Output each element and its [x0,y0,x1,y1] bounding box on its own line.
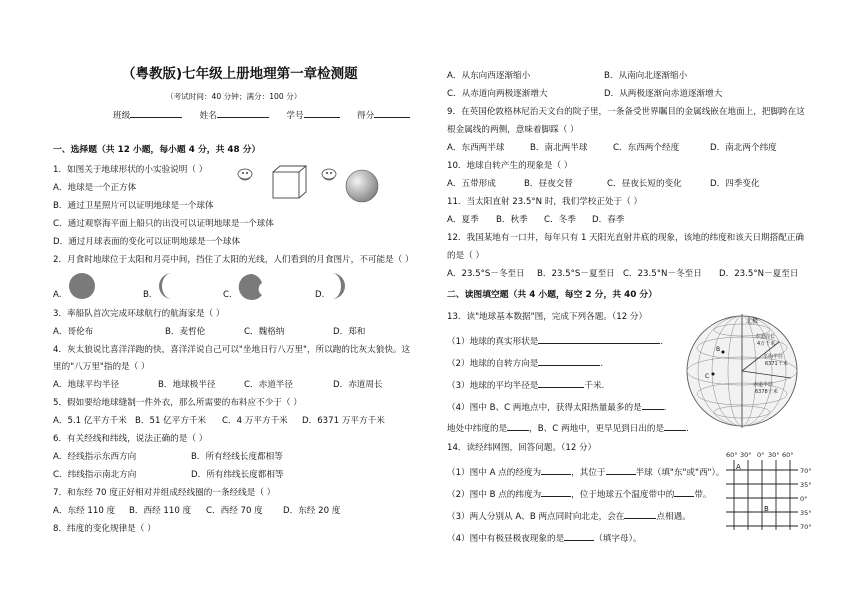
q2-moon-images [60,270,360,304]
q2-label-b[interactable]: B. [143,290,152,300]
lon-label-30w: 30° [740,451,752,459]
q3-option-d[interactable]: D．郑和 [333,327,366,337]
equator-circumference-value: 4万千米 [757,341,776,347]
q9-option-d[interactable]: D．南北两个纬度 [710,143,777,153]
equator-radius-label: 赤道半径 [753,382,774,388]
q4-stem-line1: 4．灰太狼说比喜洋洋跑的快，喜洋洋说自己可以"坐地日行八万里"，所以跑的比灰太狼快。这 [53,345,411,355]
point-b-label: B [716,346,721,353]
full-moon-icon [69,273,95,299]
lat-label-70n: 70° [800,467,812,475]
lon-label-30e: 30° [768,451,780,459]
header-title: （粤教版)七年级上册地理第一章检测题 [122,66,358,82]
q11-option-a[interactable]: A．夏季 [447,215,479,225]
q10-option-d[interactable]: D．四季变化 [710,179,760,189]
waning-moon-icon [332,273,345,299]
q13-item2: （2）地球的自转方向是 . [447,356,603,370]
notched-moon-icon [239,274,262,300]
q14-item1: （1）图中 A 点的经度为 ，其位于 半球（填"东"或"西"）。 [447,465,724,479]
earth-globe-diagram [683,312,801,430]
q11-stem: 11．当太阳直射 23.5°N 时，我们学校正处于（ ） [447,197,643,207]
q2-label-a[interactable]: A. [53,290,62,300]
q3-option-a[interactable]: A．哥伦布 [53,327,94,337]
field-name-label: 姓名 [199,111,217,121]
q1-option-c[interactable]: C．通过观察海平面上船只的出没可以证明地球是一个球体 [53,219,274,229]
q9-stem-line2: 根金属线的两侧，意味着脚踩（ ） [447,125,579,135]
section1-heading: 一、选择题（共 12 小题，每小题 4 分，共 48 分） [53,145,261,155]
q9-option-a[interactable]: A．东西两半球 [447,143,505,153]
sphere-icon [346,170,378,202]
q5-stem: 5．假如要给地球缝制一件外衣，那么所需要的布料应不少于（ ） [53,398,302,408]
q6-stem: 6．有关经线和纬线，说法正确的是（ ） [53,434,208,444]
q11-option-c[interactable]: C．冬季 [544,215,576,225]
q9-option-b[interactable]: B．南北两半球 [530,143,588,153]
q4-option-a[interactable]: A．地球平均半径 [53,380,120,390]
q1-illustration [235,160,385,205]
lon-label-0: 0° [757,451,765,459]
lon-label-60w: 60° [726,451,738,459]
q14-item4: （4）图中有极昼极夜现象的是 （填字母）。 [447,531,641,545]
lat-label-70s: 70° [800,523,812,531]
equator-circumference-label: 赤道周长 [755,334,776,340]
q1-stem: 1．如图关于地球形状的小实验说明（ ） [53,165,208,175]
q14-stem: 14．读经纬网图，回答问题。（12 分） [447,443,597,453]
q13-item4: （4）图中 B、C 两地点中，获得太阳热量最多的是 . [447,400,666,414]
q13-item4b: 地处中纬度的是 ，B、C 两地中，更早见到日出的是 . [447,421,689,435]
q7-option-d[interactable]: D．东经 20 度 [283,506,341,516]
q13-item3: （3）地球的平均半径是 千米. [447,378,604,392]
q4-option-b[interactable]: B．地球极半径 [158,380,216,390]
section2-heading: 二、读图填空题（共 4 小题，每空 2 分，共 40 分） [447,290,658,300]
field-class-label: 班级 [113,111,131,121]
q9-stem-line1: 9．在英国伦敦格林尼治天文台的院子里，一条备受世界瞩目的金属线嵌在地面上，把脚跨在这 [447,107,805,117]
q5-option-c[interactable]: C．4 万平方千米 [222,416,288,426]
q5-option-d[interactable]: D．6371 万平方千米 [302,416,385,426]
q7-option-b[interactable]: B．西经 110 度 [129,506,192,516]
q14-blank1[interactable] [541,465,571,475]
cartoon-figure-icon [322,169,336,180]
lon-label-60e: 60° [782,451,794,459]
student-fields [113,108,410,122]
q4-option-d[interactable]: D．赤道周长 [333,380,383,390]
q2-label-c[interactable]: C. [223,290,232,300]
q13-item1: （1）地球的真实形状是 . [447,334,663,348]
field-id-input[interactable] [304,108,340,118]
q8-stem: 8．纬度的变化规律是（ ） [53,524,156,534]
q12-option-d[interactable]: D．23.5°N－夏至日 [719,269,799,279]
q13-blank1[interactable] [538,334,660,344]
q3-option-b[interactable]: B．麦哲伦 [165,327,206,337]
q2-label-d[interactable]: D. [315,290,325,300]
q14-blank3[interactable] [541,487,571,497]
q1-option-a[interactable]: A．地球是一个正方体 [53,183,137,193]
q7-stem: 7．和东经 70 度正好相对并组成经线圈的一条经线是（ ） [53,488,276,498]
q3-stem: 3．率船队首次完成环球航行的航海家是（ ） [53,309,225,319]
q6-option-a[interactable]: A．经线指示东西方向 [53,452,137,462]
crescent-moon-icon [159,273,172,299]
field-class-input[interactable] [130,108,182,118]
field-score-label: 得分 [357,111,375,121]
q10-option-c[interactable]: C．昼夜长短的变化 [607,179,682,189]
q4-stem-line2: 里的"八万里"指的是（ ） [53,362,150,372]
q3-option-c[interactable]: C．魏格纳 [244,327,285,337]
lat-label-35s: 35° [800,509,812,517]
cartoon-figure-icon [238,169,252,180]
q8-option-d[interactable]: D．从两极逐渐向赤道逐渐增大 [604,89,723,99]
field-score-input[interactable] [374,108,410,118]
q12-option-a[interactable]: A．23.5°S－冬至日 [447,269,525,279]
q8-option-b[interactable]: B．从南向北逐渐缩小 [604,71,688,81]
q14-blank5[interactable] [624,509,656,519]
q14-item3: （3）两人分别从 A、B 两点同时向北走，会在 点相遇。 [447,509,691,523]
q13-blank5[interactable] [507,421,529,431]
average-radius-value: 6371千米 [765,361,788,367]
q13-blank3[interactable] [538,378,584,388]
q4-option-c[interactable]: C．赤道半径 [244,380,293,390]
q14-blank2[interactable] [606,465,636,475]
q11-option-b[interactable]: B．秋季 [496,215,528,225]
cube-icon [273,166,306,198]
point-c-label: C [705,373,710,380]
lat-label-0: 0° [800,495,808,503]
grid-point-a: A [736,463,741,471]
q14-item2: （2）图中 B 点的纬度为 ，位于地球五个温度带中的 带。 [447,487,712,501]
q6-option-b[interactable]: B．所有经线长度都相等 [191,452,283,462]
q12-option-c[interactable]: C．23.5°N－冬至日 [623,269,702,279]
q12-stem-line1: 12．我国某地有一口井，每年只有 1 天阳光直射井底的现象，该地的纬度和该天日期搭配正确 [447,233,805,243]
q10-stem: 10．地球自转产生的现象是（ ） [447,161,573,171]
equator-radius-value: 6378千米 [755,389,778,395]
q14-blank6[interactable] [564,531,594,541]
q5-option-b[interactable]: B．51 亿平方千米 [135,416,207,426]
q1-option-d[interactable]: D．通过月球表面的变化可以证明地球是一个球体 [53,237,241,247]
q6-option-c[interactable]: C．纬线指示南北方向 [53,470,137,480]
q2-stem: 2．月食时地球位于太阳和月亮中间，挡住了太阳的光线，人们看到的月食图片，不可能是（ ） [53,255,414,265]
q11-option-d[interactable]: D．春季 [592,215,625,225]
q5-option-a[interactable]: A．5.1 亿平方千米 [53,416,127,426]
q10-option-a[interactable]: A．五带形成 [447,179,496,189]
q14-blank4[interactable] [674,487,694,497]
q1-option-b[interactable]: B．通过卫星照片可以证明地球是一个球体 [53,201,214,211]
q9-option-c[interactable]: C．东西两个经度 [613,143,680,153]
q13-blank2[interactable] [538,356,600,366]
average-radius-label: 平均半径 [763,354,784,360]
q7-option-a[interactable]: A．东经 110 度 [53,506,116,516]
q13-blank4[interactable] [642,400,664,410]
q8-option-c[interactable]: C．从赤道向两极逐渐增大 [447,89,548,99]
q13-stem: 13．读"地球基本数据"图，完成下列各题。（12 分） [447,312,648,322]
q6-option-d[interactable]: D．所有纬线长度都相等 [191,470,284,480]
north-pole-label: 北极 [746,318,759,325]
field-id-label: 学号 [286,111,304,121]
grid-point-b: B [764,505,769,513]
q12-stem-line2: 的是（ ） [447,251,485,261]
lat-lon-grid-diagram [720,448,830,538]
lat-label-35n: 35° [800,481,812,489]
q12-option-b[interactable]: B．23.5°S－夏至日 [537,269,615,279]
field-name-input[interactable] [217,108,269,118]
exam-info: （考试时间：40 分钟；满分：100 分） [166,92,302,101]
q10-option-b[interactable]: B．昼夜交替 [524,179,573,189]
q7-option-c[interactable]: C．西经 70 度 [206,506,263,516]
q8-option-a[interactable]: A．从东向西逐渐缩小 [447,71,531,81]
